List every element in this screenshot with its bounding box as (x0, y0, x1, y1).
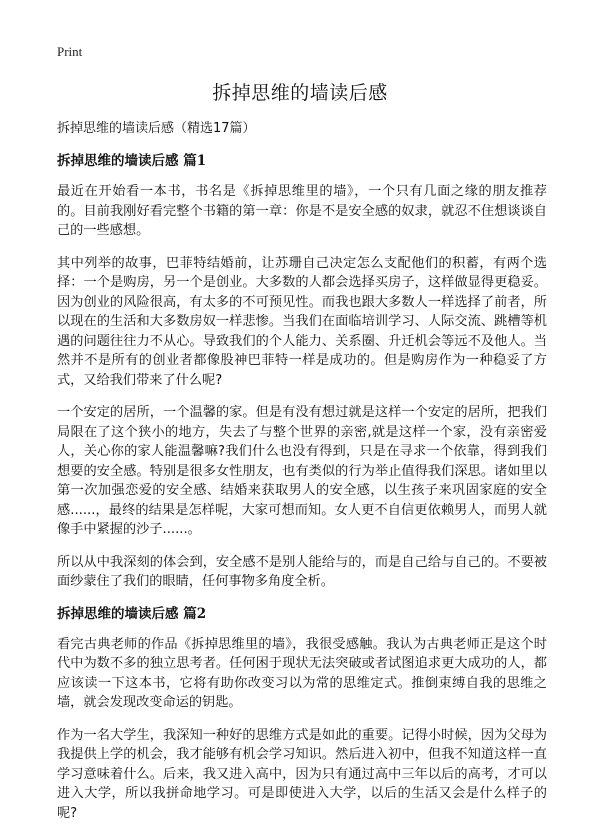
section-2-paragraph-2: 作为一名大学生，我深知一种好的思维方式是如此的重要。记得小时候，因为父母为我提供上学的机会，我才能够有机会学习知识。然后进入初中，但我不知道这样一直学习意味着什么。后来，我又进入高中，因为只有通过高中三年以后的高考，才可以进入大学，所以我拼命地学习。可是即使进入大学，以后的生活又会是什么样子的呢? (57, 727, 547, 821)
section-1-paragraph-4: 所以从中我深刻的体会到，安全感不是别人能给与的，而是自己给与自己的。不要被面纱蒙住了我们的眼睛，任何事物多角度全析。 (57, 554, 547, 589)
document-body (57, 120, 547, 836)
section-1-paragraph-3: 一个安定的居所，一个温馨的家。但是有没有想过就是这样一个安定的居所，把我们局限在了这个狭小的地方，失去了与整个世界的亲密,就是这样一个家，没有亲密爱人，关心你的家人能温馨嘛?我们什么也没有得到，只是在寻求一个依靠，得到我们想要的安全感。特别是很多女性朋友，也有类似的行为举止值得我们深思。诸如里以第一次加强恋爱的安全感、结婚来获取男人的安全感，以生孩子来巩固家庭的安全感......，最终的结果是怎样呢，大家可想而知。女人更不自信更依赖男人，而男人就像手中紧握的沙子......。 (57, 405, 547, 537)
print-label[interactable]: Print (57, 44, 83, 59)
section-1-paragraph-1: 最近在开始看一本书，书名是《拆掉思维里的墙》，一个只有几面之缘的朋友推荐的。目前我刚好看完整个书籍的第一章：你是不是安全感的奴隶，就忍不住想谈谈自己的一些感想。 (57, 184, 547, 238)
document-title: 拆掉思维的墙读后感 (212, 82, 388, 104)
section-heading-1: 拆掉思维的墙读后感 篇1 (57, 153, 207, 169)
section-1-paragraph-2: 其中列举的故事，巴菲特结婚前，让苏珊自己决定怎么支配他们的积蓄，有两个选择：一个是购房，另一个是创业。大多数的人都会选择买房子，这样做显得更稳妥。因为创业的风险很高，有太多的不可预见性。而我也跟大多数人一样选择了前者，所以现在的生活和大多数房奴一样悲惨。当我们在面临培训学习、人际交流、跳槽等机遇的问题往往力不从心。导致我们的个人能力、关系圈、升迁机会等远不及他人。当然并不是所有的创业者都像股神巴菲特一样是成功的。但是购房作为一种稳妥了方式，又给我们带来了什么呢? (57, 255, 547, 388)
document-subtitle: 拆掉思维的墙读后感（精选17篇） (57, 121, 256, 136)
section-2-paragraph-1: 看完古典老师的作品《拆掉思维里的墙》，我很受感触。我认为古典老师正是这个时代中为数不多的独立思考者。任何困于现状无法突破或者试图追求更大成功的人，都应该读一下这本书，它将有助你改变习以为常的思维定式。推倒束缚自我的思维之墙，就会发现改变命运的钥匙。 (57, 636, 547, 710)
section-heading-2: 拆掉思维的墙读后感 篇2 (57, 605, 207, 622)
